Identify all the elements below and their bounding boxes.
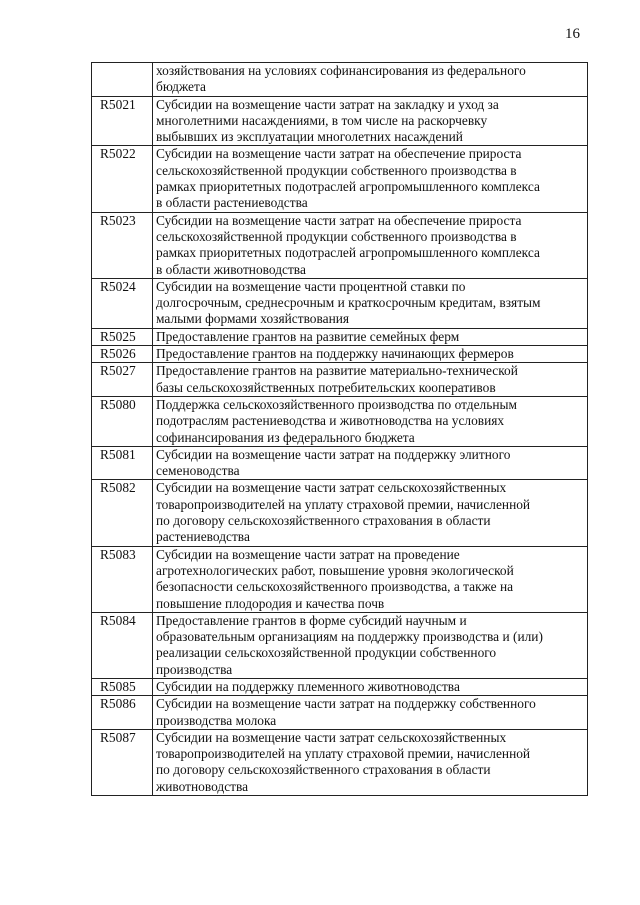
table-row bbox=[92, 96, 588, 146]
description-line: товаропроизводителей на уплату страховой премии, начисленной bbox=[156, 496, 531, 512]
description-line: Субсидии на возмещение части процентной ставки по bbox=[156, 278, 466, 294]
budget-code-cell: R5080 bbox=[92, 396, 153, 446]
description-line: повышение плодородия и качества почв bbox=[156, 595, 385, 611]
description-line: сельскохозяйственной продукции собственного производства в bbox=[156, 162, 517, 178]
description-line: Субсидии на возмещение части затрат на обеспечение прироста bbox=[156, 212, 522, 228]
table-row bbox=[92, 328, 588, 345]
budget-code-cell: R5024 bbox=[92, 278, 153, 328]
table-row bbox=[92, 146, 588, 212]
description-line: в области животноводства bbox=[156, 261, 306, 277]
budget-code-cell: R5021 bbox=[92, 96, 153, 146]
description-line: Субсидии на возмещение части затрат на обеспечение прироста bbox=[156, 146, 522, 162]
budget-code-cell: R5083 bbox=[92, 546, 153, 612]
description-line: в области растениеводства bbox=[156, 195, 308, 211]
description-cell bbox=[153, 546, 588, 612]
table-row bbox=[92, 396, 588, 446]
budget-code-cell: R5084 bbox=[92, 612, 153, 678]
description-line: товаропроизводителей на уплату страховой премии, начисленной bbox=[156, 746, 531, 762]
description-cell bbox=[153, 278, 588, 328]
description-line: рамках приоритетных подотраслей агропромышленного комплекса bbox=[156, 179, 540, 195]
table-row bbox=[92, 363, 588, 397]
description-cell bbox=[153, 678, 588, 695]
budget-code-cell: R5085 bbox=[92, 678, 153, 695]
description-cell bbox=[153, 363, 588, 397]
description-line: Субсидии на возмещение части затрат на поддержку элитного bbox=[156, 446, 511, 462]
page-number: 16 bbox=[565, 26, 580, 42]
description-line: Субсидии на поддержку племенного животноводства bbox=[156, 678, 460, 694]
table-row bbox=[92, 63, 588, 97]
description-cell bbox=[153, 328, 588, 345]
description-line: долгосрочным, среднесрочным и краткосрочным кредитам, взятым bbox=[156, 295, 541, 311]
description-line: агротехнологических работ, повышение уровня экологической bbox=[156, 562, 514, 578]
budget-codes-table-body bbox=[92, 63, 588, 796]
description-line: многолетними насаждениями, в том числе на раскорчевку bbox=[156, 112, 488, 128]
table-row bbox=[92, 212, 588, 278]
description-line: растениеводства bbox=[156, 529, 250, 545]
description-line: производства молока bbox=[156, 712, 277, 728]
budget-code-cell: R5086 bbox=[92, 696, 153, 730]
budget-code-cell: R5081 bbox=[92, 446, 153, 480]
description-line: производства bbox=[156, 661, 233, 677]
table-row bbox=[92, 480, 588, 546]
description-line: Предоставление грантов на развитие семейных ферм bbox=[156, 328, 460, 344]
budget-code-cell: R5087 bbox=[92, 729, 153, 795]
table-row bbox=[92, 678, 588, 695]
description-line: реализации сельскохозяйственной продукции собственного bbox=[156, 645, 497, 661]
description-line: Субсидии на возмещение части затрат на закладку и уход за bbox=[156, 96, 499, 112]
description-cell bbox=[153, 146, 588, 212]
description-cell bbox=[153, 446, 588, 480]
description-cell bbox=[153, 480, 588, 546]
table-row bbox=[92, 346, 588, 363]
description-line: подотраслям растениеводства и животноводства на условиях bbox=[156, 413, 505, 429]
budget-code-cell: R5027 bbox=[92, 363, 153, 397]
description-line: рамках приоритетных подотраслей агропромышленного комплекса bbox=[156, 245, 540, 261]
description-cell bbox=[153, 612, 588, 678]
description-line: софинансирования из федерального бюджета bbox=[156, 429, 415, 445]
description-line: сельскохозяйственной продукции собственного производства в bbox=[156, 228, 517, 244]
description-line: выбывших из эксплуатации многолетних насаждений bbox=[156, 129, 463, 145]
description-line: безопасности сельскохозяйственного производства, а также на bbox=[156, 579, 514, 595]
description-line: Субсидии на возмещение части затрат на проведение bbox=[156, 546, 460, 562]
description-cell bbox=[153, 346, 588, 363]
description-cell bbox=[153, 212, 588, 278]
table-row bbox=[92, 696, 588, 730]
description-cell bbox=[153, 729, 588, 795]
description-line: бюджета bbox=[156, 79, 206, 95]
description-line: Субсидии на возмещение части затрат сельскохозяйственных bbox=[156, 480, 507, 496]
table-row bbox=[92, 729, 588, 795]
description-cell bbox=[153, 63, 588, 97]
description-line: по договору сельскохозяйственного страхования в области bbox=[156, 513, 491, 529]
description-line: семеноводства bbox=[156, 463, 240, 479]
table-row bbox=[92, 546, 588, 612]
table-row bbox=[92, 446, 588, 480]
budget-code-cell: R5082 bbox=[92, 480, 153, 546]
description-line: малыми формами хозяйствования bbox=[156, 311, 350, 327]
budget-code-cell: R5022 bbox=[92, 146, 153, 212]
budget-code-cell: R5025 bbox=[92, 328, 153, 345]
table-row bbox=[92, 612, 588, 678]
budget-codes-table bbox=[91, 62, 588, 796]
description-line: Поддержка сельскохозяйственного производства по отдельным bbox=[156, 396, 517, 412]
description-cell bbox=[153, 96, 588, 146]
description-line: образовательным организациям на поддержку производства и (или) bbox=[156, 629, 543, 645]
description-line: Субсидии на возмещение части затрат сельскохозяйственных bbox=[156, 729, 507, 745]
description-line: базы сельскохозяйственных потребительских кооперативов bbox=[156, 379, 496, 395]
budget-code-cell: R5023 bbox=[92, 212, 153, 278]
description-line: Предоставление грантов на развитие материально-технической bbox=[156, 363, 518, 379]
description-line: Предоставление грантов на поддержку начинающих фермеров bbox=[156, 346, 514, 362]
description-line: животноводства bbox=[156, 778, 249, 794]
budget-code-cell: R5026 bbox=[92, 346, 153, 363]
description-line: Предоставление грантов в форме субсидий научным и bbox=[156, 612, 467, 628]
table-row bbox=[92, 278, 588, 328]
description-line: Субсидии на возмещение части затрат на поддержку собственного bbox=[156, 696, 536, 712]
description-cell bbox=[153, 696, 588, 730]
description-cell bbox=[153, 396, 588, 446]
budget-code-cell bbox=[92, 63, 153, 97]
description-line: по договору сельскохозяйственного страхования в области bbox=[156, 762, 491, 778]
description-line: хозяйствования на условиях софинансирования из федерального bbox=[156, 63, 526, 78]
